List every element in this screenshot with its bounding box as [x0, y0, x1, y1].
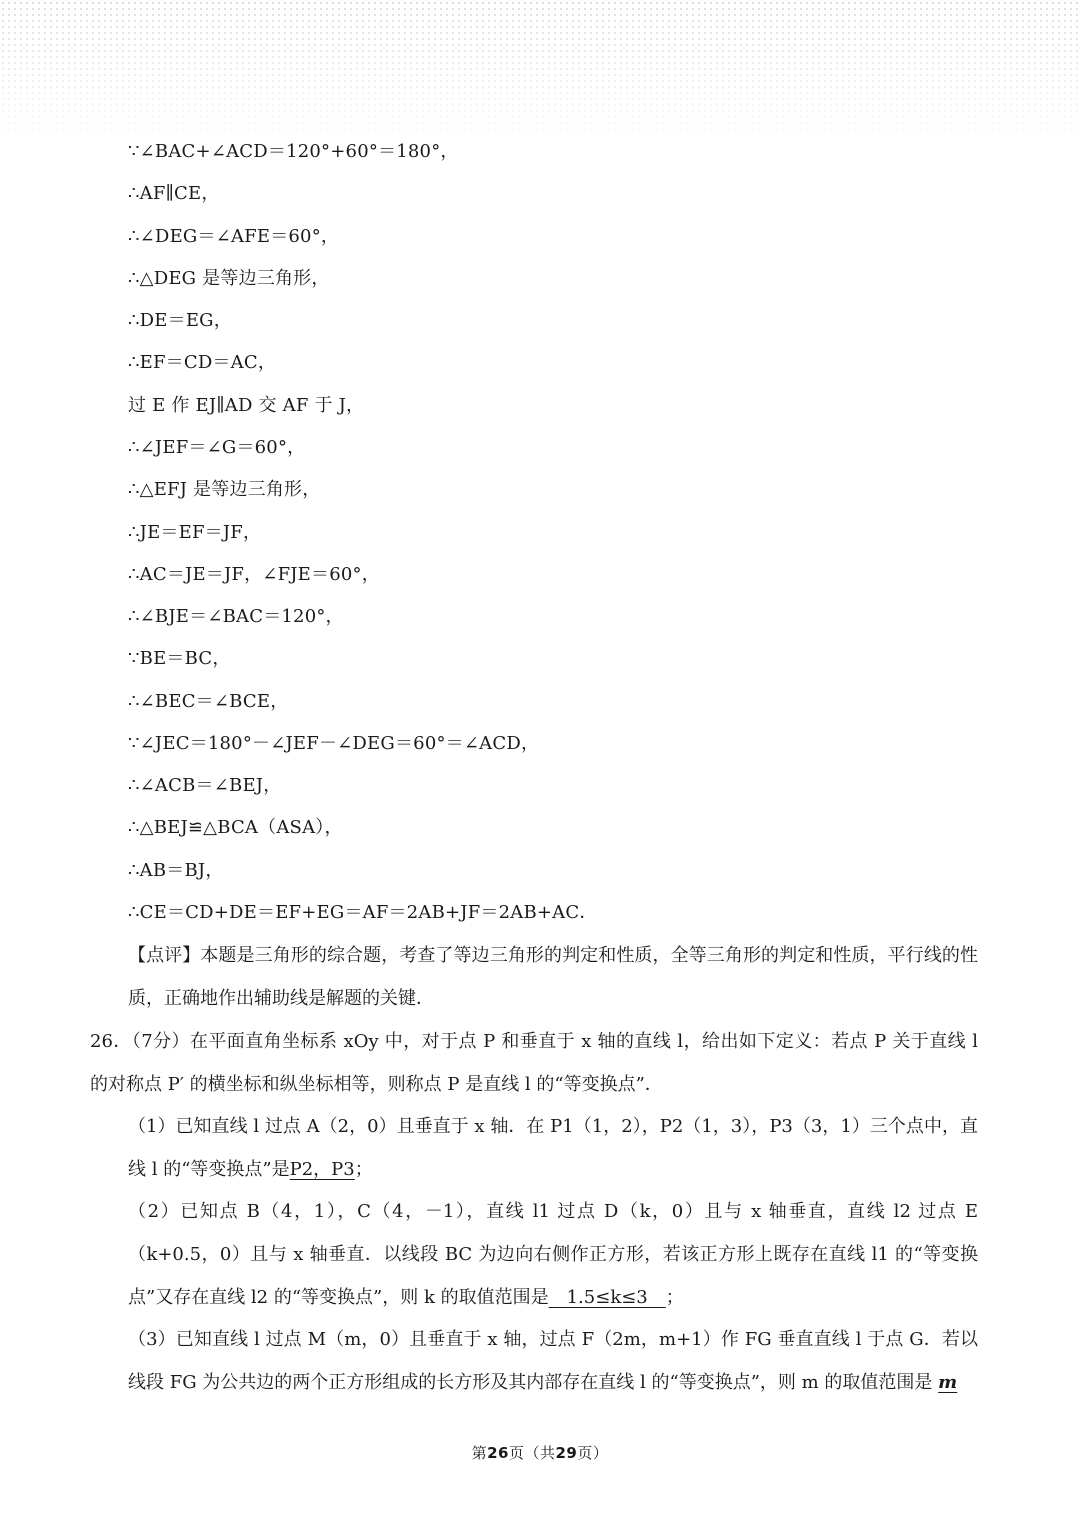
proof-line: ∴DE＝EG， [128, 310, 232, 331]
proof-line: ∴∠ACB＝∠BEJ， [128, 775, 282, 796]
part2-text: （2）已知点 B（4，1），C（4，－1），直线 l1 过点 D（k，0）且与 x 轴垂直，直线 l2 过点 E（k+0.5，0）且与 x 轴垂直．以线段 BC 为边向右侧作正方形，若该正方形上既存在直线 l1 的“等变换点”又存在直线 l2 的“等变换点”，则 k 的取值范围是 [128, 1201, 978, 1308]
proof-line: 过 E 作 EJ∥AD 交 AF 于 J， [128, 395, 365, 416]
proof-line: ∴CE＝CD+DE＝EF+EG＝AF＝2AB+JF＝2AB+AC． [128, 902, 598, 923]
part1-answer: P2，P3 [289, 1159, 355, 1180]
proof-line: ∴AF∥CE， [128, 183, 220, 204]
question-26-stem: 26．（7分）在平面直角坐标系 xOy 中，对于点 P 和垂直于 x 轴的直线 l，给出如下定义：若点 P 关于直线 l 的对称点 P′ 的横坐标和纵坐标相等，则称点 P 是直线 l 的“等变换点”． [90, 1031, 978, 1095]
part3-text: （3）已知直线 l 过点 M（m，0）且垂直于 x 轴，过点 F（2m，m+1）作 FG 垂直直线 l 于点 G．若以线段 FG 为公共边的两个正方形组成的长方形及其内部存在直线 l 的“等变换点”，则 m 的取值范围是 [128, 1329, 978, 1393]
part2-answer: 1.5≤k≤3 [548, 1287, 666, 1308]
footer-total: 29 [555, 1444, 578, 1462]
question-26-part1 [128, 1105, 978, 1191]
footer-prefix: 第 [471, 1444, 488, 1462]
proof-line: ∴△BEJ≌△BCA（ASA）， [128, 817, 343, 838]
proof-line: ∴∠BJE＝∠BAC＝120°， [128, 606, 344, 627]
question-26-part3 [128, 1318, 978, 1404]
part3-answer: m [938, 1372, 958, 1393]
footer-mid: 页（共 [508, 1444, 556, 1462]
proof-line: ∵∠BAC+∠ACD＝120°+60°＝180°， [128, 141, 459, 162]
proof-line: ∵BE＝BC， [128, 648, 231, 669]
part2-end: ； [665, 1287, 684, 1308]
proof-line: ∴∠JEF＝∠G＝60°， [128, 437, 306, 458]
proof-line: ∵∠JEC＝180°－∠JEF－∠DEG＝60°＝∠ACD， [128, 733, 540, 754]
part1-end: ； [354, 1159, 373, 1180]
comment-paragraph: 【点评】本题是三角形的综合题，考查了等边三角形的判定和性质，全等三角形的判定和性质，平行线的性质，正确地作出辅助线是解题的关键． [128, 945, 978, 1009]
proof-line: ∴∠BEC＝∠BCE， [128, 691, 289, 712]
proof-line: ∴∠DEG＝∠AFE＝60°， [128, 226, 340, 247]
proof-line: ∴JE＝EF＝JF， [128, 522, 262, 543]
proof-line: ∴AC＝JE＝JF，∠FJE＝60°， [128, 564, 380, 585]
proof-line: ∴△DEG 是等边三角形， [128, 268, 330, 289]
proof-line: ∴AB＝BJ， [128, 860, 224, 881]
footer-suffix: 页） [577, 1444, 609, 1462]
question-26-part2 [128, 1190, 978, 1319]
proof-line: ∴△EFJ 是等边三角形， [128, 479, 321, 500]
footer-page: 26 [487, 1444, 509, 1462]
dotted-header-texture [0, 0, 1080, 132]
page-number-footer [0, 1442, 1080, 1463]
part1-text: （1）已知直线 l 过点 A（2，0）且垂直于 x 轴．在 P1（1，2），P2（1，3），P3（3，1）三个点中，直线 l 的“等变换点”是 [128, 1116, 978, 1180]
proof-line: ∴EF＝CD＝AC， [128, 352, 277, 373]
